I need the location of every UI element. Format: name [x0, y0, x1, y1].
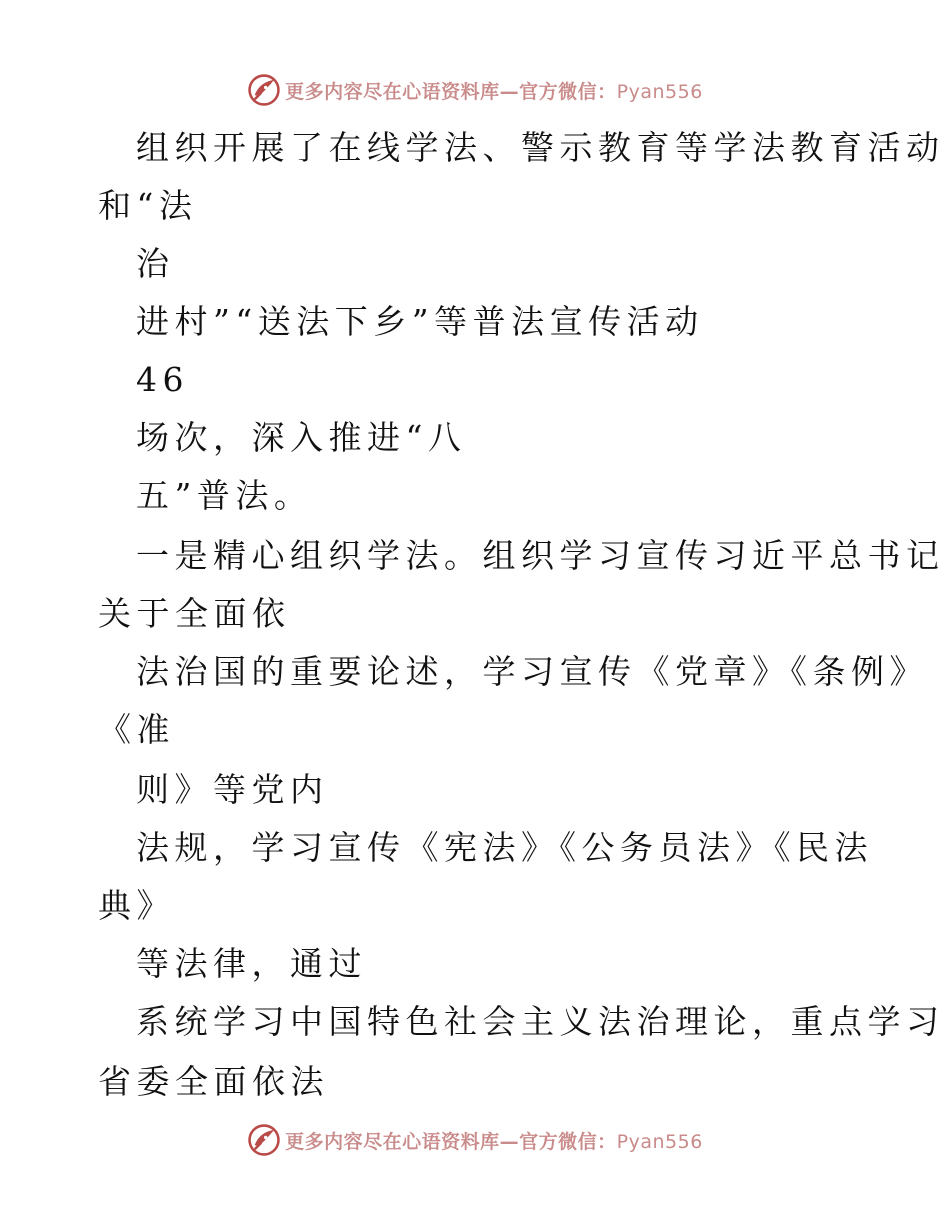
footer-watermark — [0, 1120, 950, 1160]
watermark-text: 更多内容尽在心语资料库—官方微信：Pyan556 — [285, 1130, 703, 1153]
body-line: 五”普法。 — [136, 476, 313, 515]
body-line: 省委全面依法 — [98, 1062, 329, 1101]
body-line: 系统学习中国特色社会主义法治理论，重点学习 — [136, 1002, 945, 1041]
body-line: 治 — [136, 244, 175, 283]
body-line: 一是精心组织学法。组织学习宣传习近平总书记 — [136, 536, 945, 575]
body-line: 等法律，通过 — [136, 944, 367, 983]
header-watermark — [0, 70, 950, 110]
body-line: 则》等党内 — [136, 770, 329, 809]
body-line: 场次，深入推进“八 — [136, 418, 467, 457]
body-line: 和“法 — [98, 186, 198, 225]
body-line: 46 — [136, 360, 189, 399]
body-line: 进村”“送法下乡”等普法宣传活动 — [136, 302, 704, 341]
body-line: 典》 — [98, 886, 175, 925]
body-line: 关于全面依 — [98, 594, 291, 633]
body-line: 《准 — [98, 710, 175, 749]
body-line: 法规，学习宣传《宪法》《公务员法》《民法 — [136, 828, 873, 867]
pen-logo-icon — [247, 1123, 281, 1157]
pen-logo-icon — [247, 73, 281, 107]
body-line: 法治国的重要论述，学习宣传《党章》《条例》 — [136, 652, 928, 691]
watermark-text: 更多内容尽在心语资料库—官方微信：Pyan556 — [285, 80, 703, 103]
body-line: 组织开展了在线学法、警示教育等学法教育活动 — [136, 128, 945, 167]
